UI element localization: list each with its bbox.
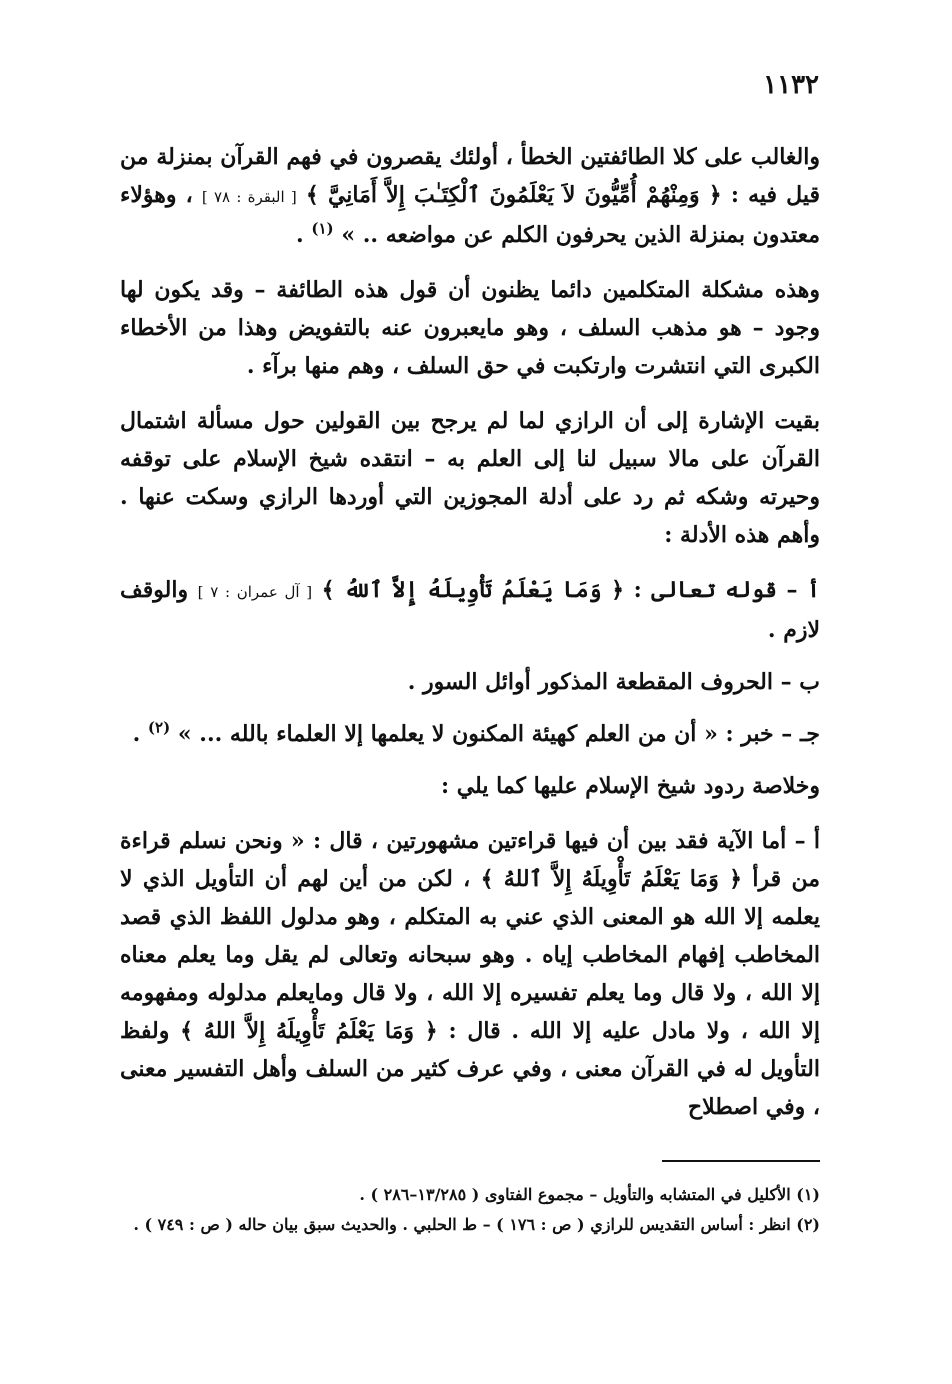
evidence-item-c-text: جـ – خبر : « أن من العلم كهيئة المكنون لا يعلمها إلا العلماء بالله ... » bbox=[177, 721, 820, 747]
footnote-divider bbox=[662, 1160, 820, 1162]
paragraph-1-end: . bbox=[296, 222, 312, 248]
verse-reference-imran: [ آل عمران : ٧ ] bbox=[197, 583, 313, 601]
response-part-2: ، لكن من أين لهم أن التأويل الذي لا يعلمه إلا الله هو المعنى الذي عني به المتكلم ، وهو مدلول اللفظ الذي قصد المخاطب إفهام المخاطب إياه . وهو سبحانه وتعالى لم يقل وما يعلم معناه إلا الله ، ولا قال وما يعلم تفسيره إلا الله ، ولا قال ومايعلم مدلوله ومفهومه إلا الله ، ولا مادل عليه إلا الله . قال : bbox=[120, 866, 820, 1044]
evidence-item-a-prefix: أ – قوله تعالى : bbox=[624, 577, 820, 603]
response-part-3: ولفظ التأويل له في القرآن معنى ، وفي عرف كثير من السلف وأهل التفسير معنى ، وفي اصطلاح bbox=[120, 1018, 820, 1120]
footnote-marker-1: (١) bbox=[311, 219, 334, 238]
footnote-2: (٢) انظر : أساس التقديس للرازي ( ص : ١٧٦ ) – ط الحلبي . والحديث سبق بيان حاله ( ص : ٧٤٩ ) . bbox=[133, 1215, 820, 1234]
verse-reference-baqara: [ البقرة : ٧٨ ] bbox=[201, 188, 297, 206]
quran-verse-quote-2: ﴿ وَمَا يَعْلَمُ تَأْوِيلَهُ إِلاَّ اللهُ ﴾ bbox=[180, 1018, 438, 1044]
response-part-1: أ – أما الآية فقد بين أن فيها قراءتين مشهورتين ، قال : « ونحن نسلم قراءة من قرأ bbox=[120, 828, 820, 892]
evidence-item-b: ب – الحروف المقطعة المذكور أوائل السور . bbox=[407, 669, 820, 695]
paragraph-3: بقيت الإشارة إلى أن الرازي لما لم يرجح بين القولين حول مسألة اشتمال القرآن على مالا سبيل لنا إلى العلم به – انتقده شيخ الإسلام على توقفه وحيرته وشكه ثم رد على أدلة المجوزين التي أوردها الرازي وسكت عنها . وأهم هذه الأدلة : bbox=[120, 408, 820, 548]
main-text bbox=[120, 138, 820, 1143]
quran-verse-imran: ﴿ وَمَا يَعْلَمُ تَأْوِيلَهُ إِلاَّ ٱللهُ ﴾ bbox=[321, 577, 625, 603]
footnote-marker-2: (٢) bbox=[147, 718, 171, 737]
quran-verse-quote-1: ﴿ وَمَا يَعْلَمُ تَأْوِيلَهُ إِلاَّ ٱللهُ ﴾ bbox=[480, 866, 743, 892]
paragraph-2: وهذه مشكلة المتكلمين دائما يظنون أن قول هذه الطائفة – وقد يكون لها وجود – هو مذهب السلف ، وهو مايعبرون عنه بالتفويض وهذا من الأخطاء الكبرى التي انتشرت وارتكبت في حق السلف ، وهم منها برآء . bbox=[120, 277, 820, 379]
evidence-item-a-tail: والوقف لازم . bbox=[120, 577, 820, 643]
evidence-item-a bbox=[120, 571, 820, 649]
evidence-item-c bbox=[120, 715, 820, 753]
paragraph-1-text: والغالب على كلا الطائفتين الخطأ ، أولئك يقصرون في فهم القرآن بمنزلة من قيل فيه : bbox=[120, 144, 821, 208]
paragraph-1 bbox=[120, 138, 820, 254]
paragraph-1-tail: ، وهؤلاء معتدون بمنزلة الذين يحرفون الكلم عن مواضعه .. » bbox=[120, 182, 820, 248]
page-number: ١١٣٢ bbox=[763, 70, 819, 100]
summary-line: وخلاصة ردود شيخ الإسلام عليها كما يلي : bbox=[440, 773, 820, 799]
evidence-item-c-end: . bbox=[132, 721, 148, 747]
footnotes bbox=[120, 1180, 820, 1240]
quran-verse-baqara: ﴿ وَمِنْهُمْ أُمِّيُّونَ لاَ يَعْلَمُونَ ٱلْكِتَـٰبَ إِلاَّ أَمَانِيَّ ﴾ bbox=[305, 182, 722, 208]
footnote-1: (١) الأكليل في المتشابه والتأويل – مجموع الفتاوى ( ١٣/٢٨٥–٢٨٦ ) . bbox=[359, 1185, 820, 1204]
response-paragraph bbox=[120, 822, 820, 1126]
